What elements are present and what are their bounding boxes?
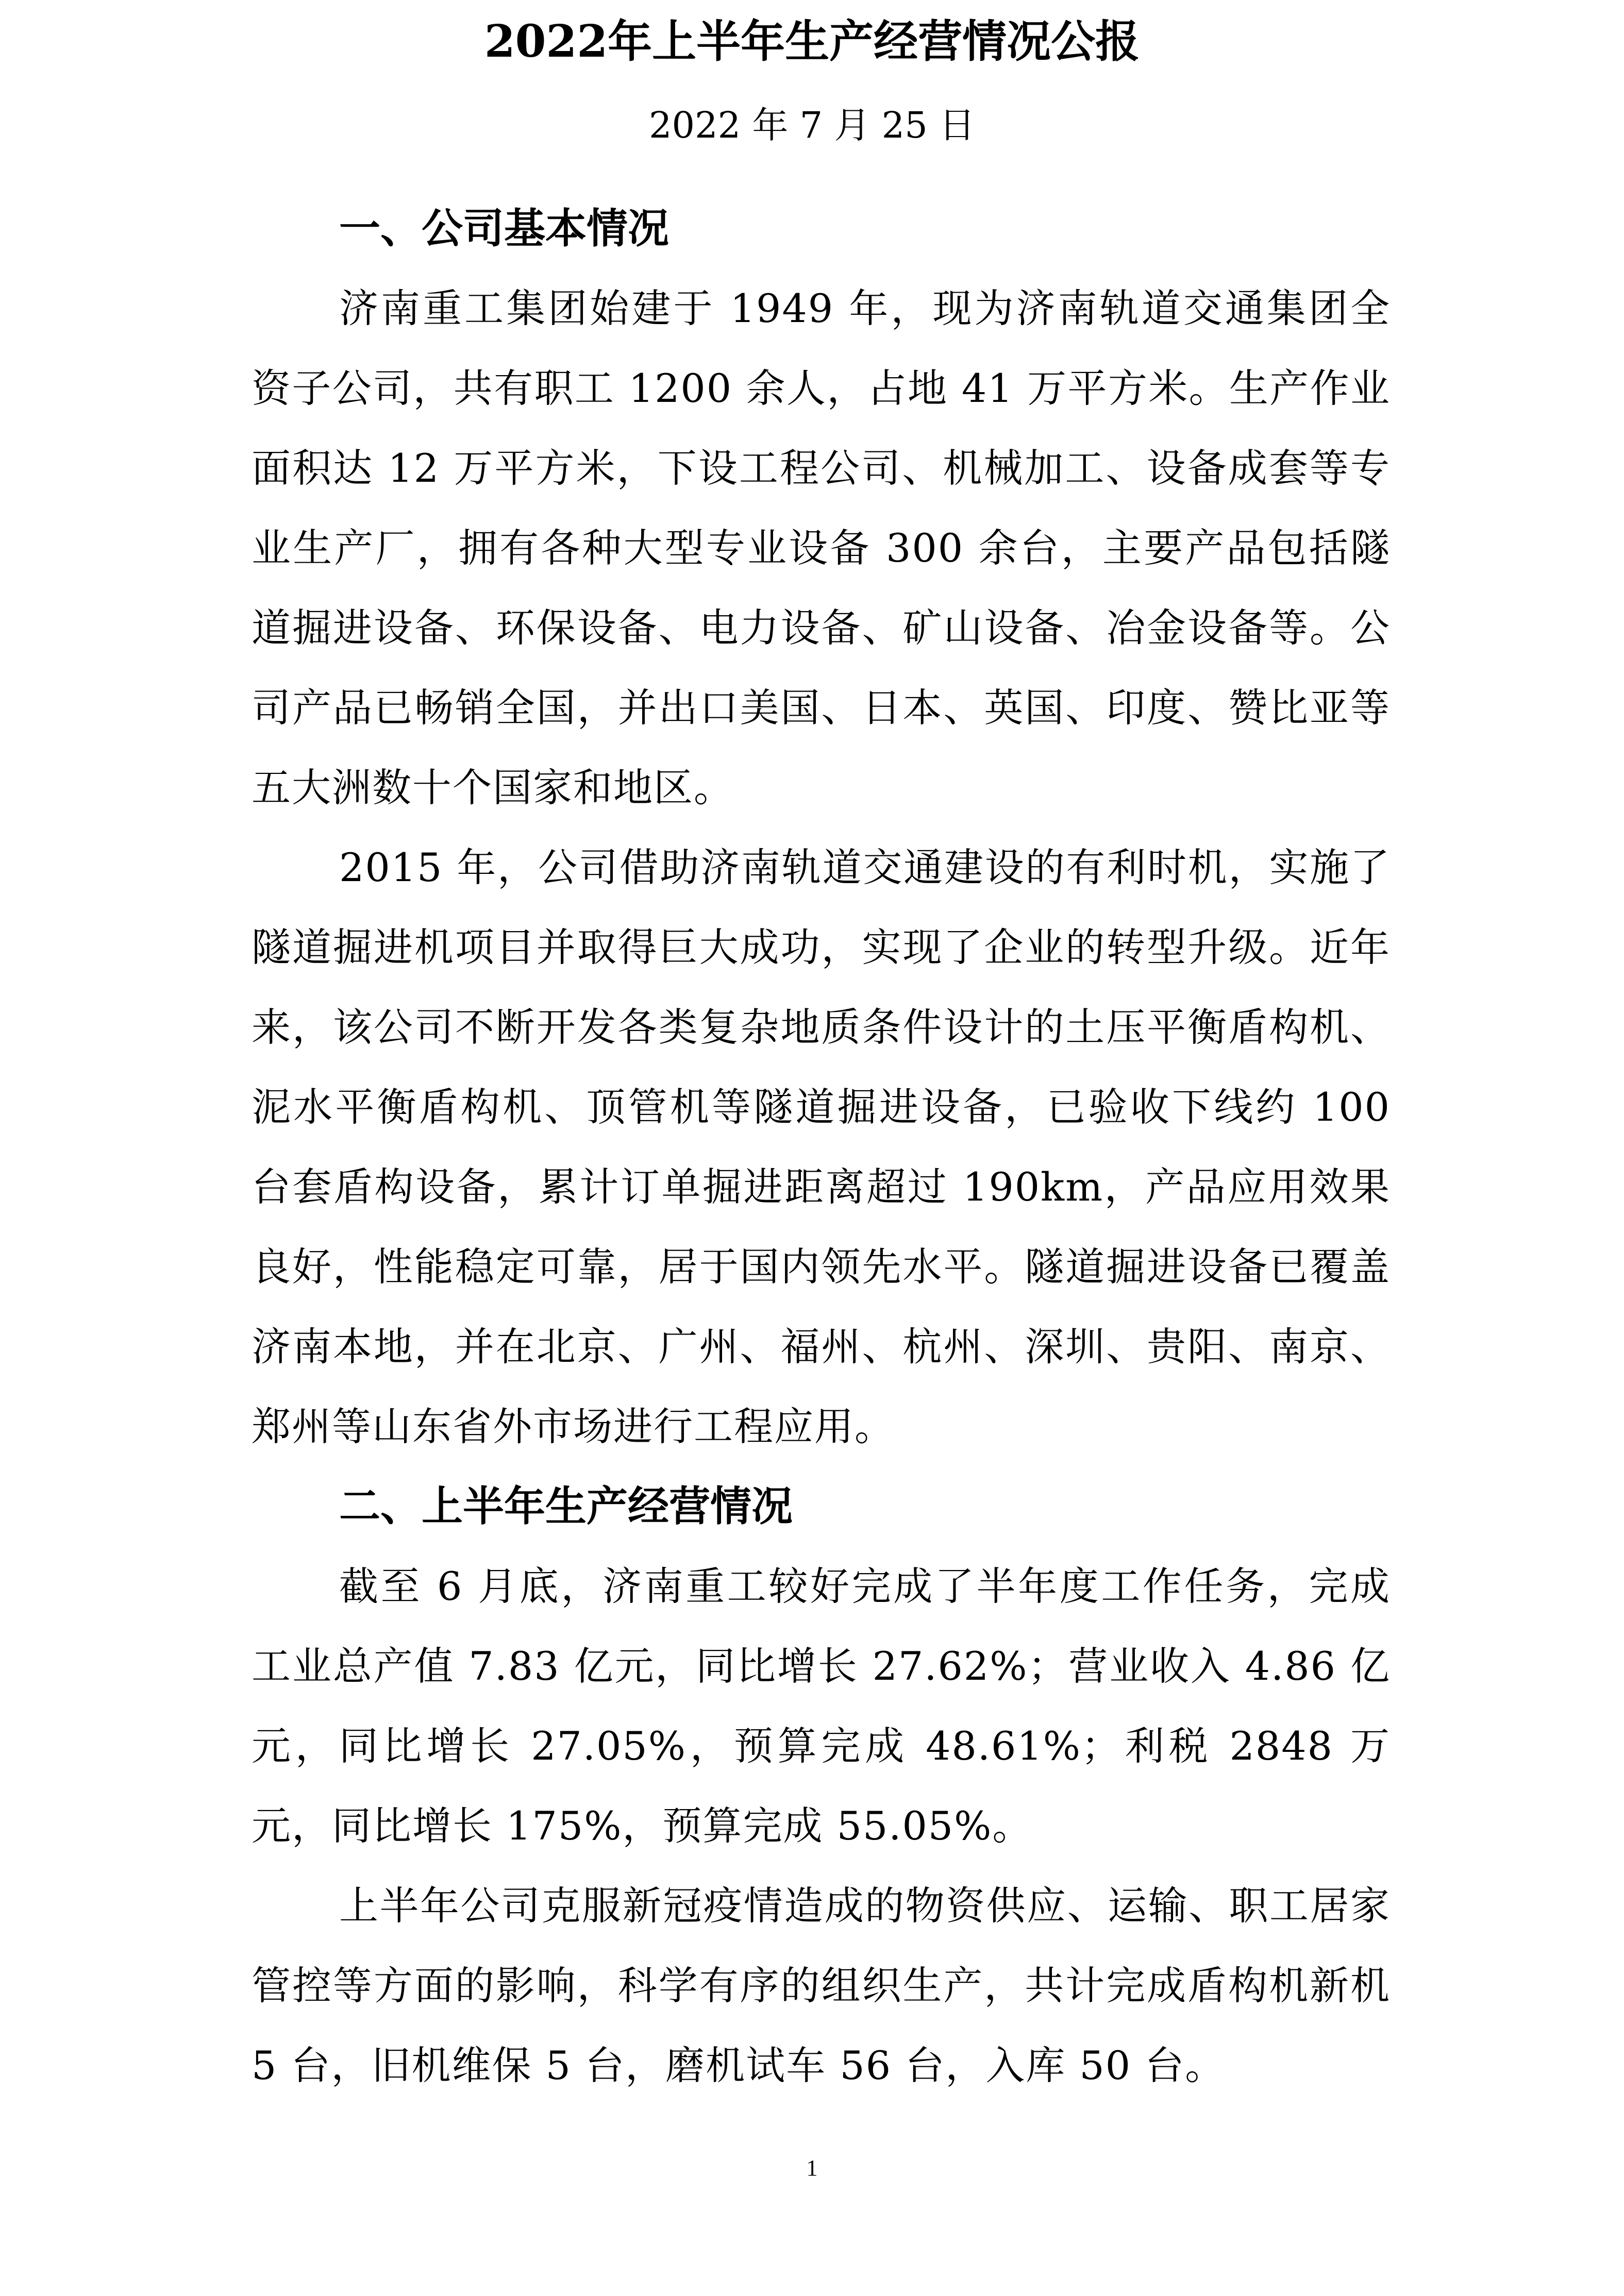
section-heading-operations: 二、上半年生产经营情况	[339, 1482, 793, 1530]
paragraph-financial-results: 截至 6 月底，济南重工较好完成了半年度工作任务，完成工业总产值 7.83 亿元，同比增长 27.62%；营业收入 4.86 亿元，同比增长 27.05%，预算完成 48.61%；利税 2848 万元，同比增长 175%，预算完成 55.05%。	[252, 1563, 1391, 1849]
paragraph-production-output: 上半年公司克服新冠疫情造成的物资供应、运输、职工居家管控等方面的影响，科学有序的组织生产，共计完成盾构机新机 5 台，旧机维保 5 台，磨机试车 56 台，入库 50 台。	[252, 1883, 1391, 2088]
paragraph-company-history: 济南重工集团始建于 1949 年，现为济南轨道交通集团全资子公司，共有职工 1200 余人，占地 41 万平方米。生产作业面积达 12 万平方米，下设工程公司、机械加工、设备成套等专业生产厂，拥有各种大型专业设备 300 余台，主要产品包括隧道掘进设备、环保设备、电力设备、矿山设备、冶金设备等。公司产品已畅销全国，并出口美国、日本、英国、印度、赞比亚等五大洲数十个国家和地区。	[252, 285, 1391, 811]
document-body	[252, 189, 1391, 2105]
document-date: 2022 年 7 月 25 日	[648, 104, 975, 146]
page-number: 1	[806, 2155, 818, 2181]
document-title: 2022年上半年生产经营情况公报	[484, 15, 1140, 67]
section-heading-company-overview: 一、公司基本情况	[339, 205, 669, 252]
paragraph-tunnel-equipment: 2015 年，公司借助济南轨道交通建设的有利时机，实施了隧道掘进机项目并取得巨大成功，实现了企业的转型升级。近年来，该公司不断开发各类复杂地质条件设计的土压平衡盾构机、泥水平衡盾构机、顶管机等隧道掘进设备，已验收下线约 100 台套盾构设备，累计订单掘进距离超过 190km，产品应用效果良好，性能稳定可靠，居于国内领先水平。隧道掘进设备已覆盖济南本地，并在北京、广州、福州、杭州、深圳、贵阳、南京、郑州等山东省外市场进行工程应用。	[252, 845, 1391, 1449]
